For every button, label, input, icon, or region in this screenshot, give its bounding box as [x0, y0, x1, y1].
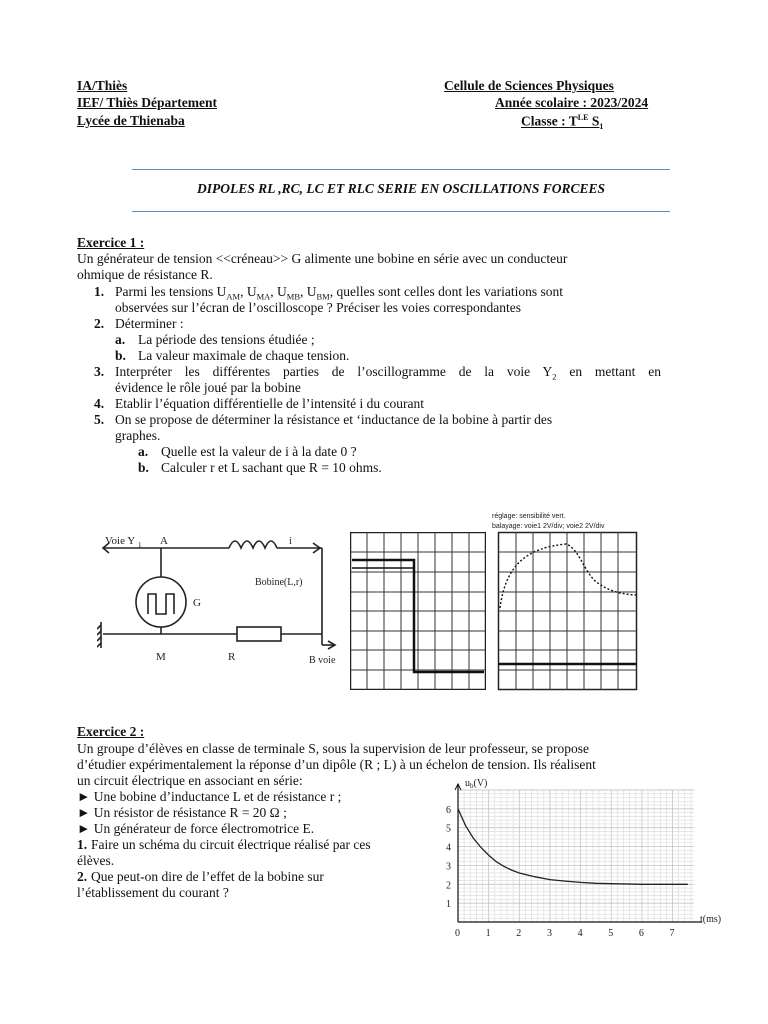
circuit-label-i: i: [289, 536, 292, 547]
ex1-q2a-text: La période des tensions étudiée ;: [138, 332, 315, 347]
x-tick-label: 4: [577, 928, 583, 939]
ex1-q1-line2: observées sur l’écran de l’oscilloscope ? Préciser les voies correspondantes: [115, 300, 521, 315]
x-tick-label: 2: [516, 928, 522, 939]
ex1-q5a-letter: a.: [138, 444, 149, 459]
ex1-intro-line2: ohmique de résistance R.: [77, 267, 213, 282]
ex1-q1-sep2: , U: [270, 284, 287, 299]
header-school-lycee: Lycée de Thienaba: [77, 113, 185, 128]
chart-grid: [458, 790, 694, 922]
header-classe: [521, 113, 603, 131]
header-classe-prefix: Classe : T: [521, 113, 578, 129]
ex1-q1-sep1: , U: [240, 284, 257, 299]
x-tick-label: 0: [455, 928, 460, 939]
ex2-q2-line1: Que peut-on dire de l’effet de la bobine sur: [91, 869, 324, 884]
ex1-q1-sub-ma: MA: [256, 291, 271, 302]
y-tick-label: 3: [446, 861, 451, 873]
circuit-label-m: M: [156, 651, 166, 663]
page-title: DIPOLES RL ,RC, LC ET RLC SERIE EN OSCILLATIONS FORCEES: [197, 181, 605, 196]
chart-ylabel-sub: b: [470, 782, 474, 790]
ex2-heading: Exercice 2 :: [77, 724, 145, 739]
ex1-q3-sub: 2: [552, 371, 557, 382]
ex1-q5-line1: On se propose de déterminer la résistance et ‘inductance de la bobine à partir des: [115, 412, 553, 427]
circuit-label-bobine: Bobine(L,r): [255, 577, 303, 588]
chart-tick-labels: [446, 805, 675, 939]
ex1-q5a-text: Quelle est la valeur de i à la date 0 ?: [161, 444, 357, 459]
circuit-label-voie-y1: Voie Y: [105, 535, 136, 547]
x-tick-label: 3: [546, 928, 552, 939]
header-school-ia: IA/Thiès: [77, 78, 128, 93]
osc2-caption-line2: balayage: voie1 2V/div; voie2 2V/div: [492, 523, 605, 530]
ex1-q1-text-b: , quelles sont celles dont les variations sont: [329, 284, 563, 299]
header-cellule: Cellule de Sciences Physiques: [444, 78, 614, 93]
ex1-q5-line2: graphes.: [115, 428, 161, 443]
ex2-q1-line2: élèves.: [77, 853, 115, 868]
x-tick-label: 1: [485, 928, 491, 939]
y-tick-label: 5: [446, 823, 451, 835]
ex2-line2: d’étudier expérimentalement la réponse d’un dipôle (R ; L) à un échelon de tension. Ils réalisent: [77, 757, 596, 772]
ex2-bullet-generateur: ► Un générateur de force électromotrice E.: [77, 821, 315, 836]
y-tick-label: 6: [446, 804, 451, 816]
osc2-caption-line1: réglage: sensibilité vert.: [492, 513, 566, 520]
ex1-q3-line2: évidence le rôle joué par la bobine: [115, 380, 301, 395]
ex1-q1-sub-mb: MB: [286, 291, 301, 302]
ex2-bullet-resistor: ► Un résistor de résistance R = 20 Ω ;: [77, 805, 287, 820]
ex1-q1-number: 1.: [94, 284, 105, 299]
circuit-label-r: R: [228, 651, 236, 663]
ex1-q1-sep3: , U: [300, 284, 317, 299]
ex1-q1-text-a: Parmi les tensions U: [115, 284, 227, 299]
header-annee: Année scolaire : 2023/2024: [495, 95, 649, 110]
ex1-q3-text-b: en mettant en: [556, 364, 661, 379]
header-classe-sup: LE: [577, 113, 589, 122]
ub-voltage-chart: [432, 772, 738, 948]
ex2-bullet-bobine: ► Une bobine d’inductance L et de résistance r ;: [77, 789, 342, 804]
ex1-q3-number: 3.: [94, 364, 105, 379]
rl-circuit-diagram: [97, 530, 347, 670]
chart-axes: [455, 784, 702, 922]
chart-ylabel: [465, 778, 487, 790]
x-tick-label: 6: [638, 928, 644, 939]
header-school-ief: IEF/ Thiès Département: [77, 95, 217, 110]
oscillogram-voie-1: [350, 532, 486, 690]
ex1-q2b-letter: b.: [115, 348, 126, 363]
ex2-q1-number: 1.: [77, 837, 88, 852]
circuit-label-voie-y1-sub: 1: [138, 541, 142, 549]
ex1-intro-line1: Un générateur de tension <<créneau>> G alimente une bobine en série avec un conducteur: [77, 251, 568, 266]
x-tick-label: 5: [608, 928, 614, 939]
chart-ylabel-unit: (V): [473, 778, 488, 789]
circuit-label-a: A: [160, 535, 168, 547]
header-classe-sub: 1: [599, 122, 604, 132]
chart-ylabel-main: u: [465, 778, 470, 789]
title-rule-bottom: [132, 211, 670, 212]
ex1-q5b-letter: b.: [138, 460, 149, 475]
ex1-q1-sub-bm: BM: [316, 291, 330, 302]
ex1-q4-text: Etablir l’équation différentielle de l’intensité i du courant: [115, 396, 425, 411]
ex1-q2a-letter: a.: [115, 332, 126, 347]
header-classe-s: S: [588, 113, 600, 129]
chart-xlabel: t(ms): [700, 914, 722, 925]
ex2-line3: un circuit électrique en associant en série:: [77, 773, 303, 788]
title-rule-top: [132, 169, 670, 170]
oscillogram-voie-2: [488, 508, 638, 692]
ex1-q4-number: 4.: [94, 396, 105, 411]
ex1-heading: Exercice 1 :: [77, 235, 145, 250]
y-tick-label: 4: [446, 842, 451, 854]
ex2-line1: Un groupe d’élèves en classe de terminale S, sous la supervision de leur professeur, se propose: [77, 741, 589, 756]
x-tick-label: 7: [669, 928, 675, 939]
ex1-q3-text-a: Interpréter les différentes parties de l’oscillogramme de la voie Y: [115, 364, 553, 379]
ex2-q1-line1: Faire un schéma du circuit électrique réalisé par ces: [91, 837, 371, 852]
ex1-q5-number: 5.: [94, 412, 105, 427]
ex1-q5b-text: Calculer r et L sachant que R = 10 ohms.: [161, 460, 382, 475]
ex1-q2-text: Déterminer :: [115, 316, 184, 331]
ex2-q2-number: 2.: [77, 869, 88, 884]
ex1-q2-number: 2.: [94, 316, 105, 331]
y-tick-label: 1: [446, 899, 451, 911]
ex2-q2-line2: l’établissement du courant ?: [77, 885, 229, 900]
ex1-q2b-text: La valeur maximale de chaque tension.: [138, 348, 350, 363]
y-tick-label: 2: [446, 880, 451, 892]
circuit-label-g: G: [193, 597, 201, 609]
circuit-label-b-voie: B voie: [309, 655, 336, 666]
ex1-q1-sub-am: AM: [226, 291, 241, 302]
